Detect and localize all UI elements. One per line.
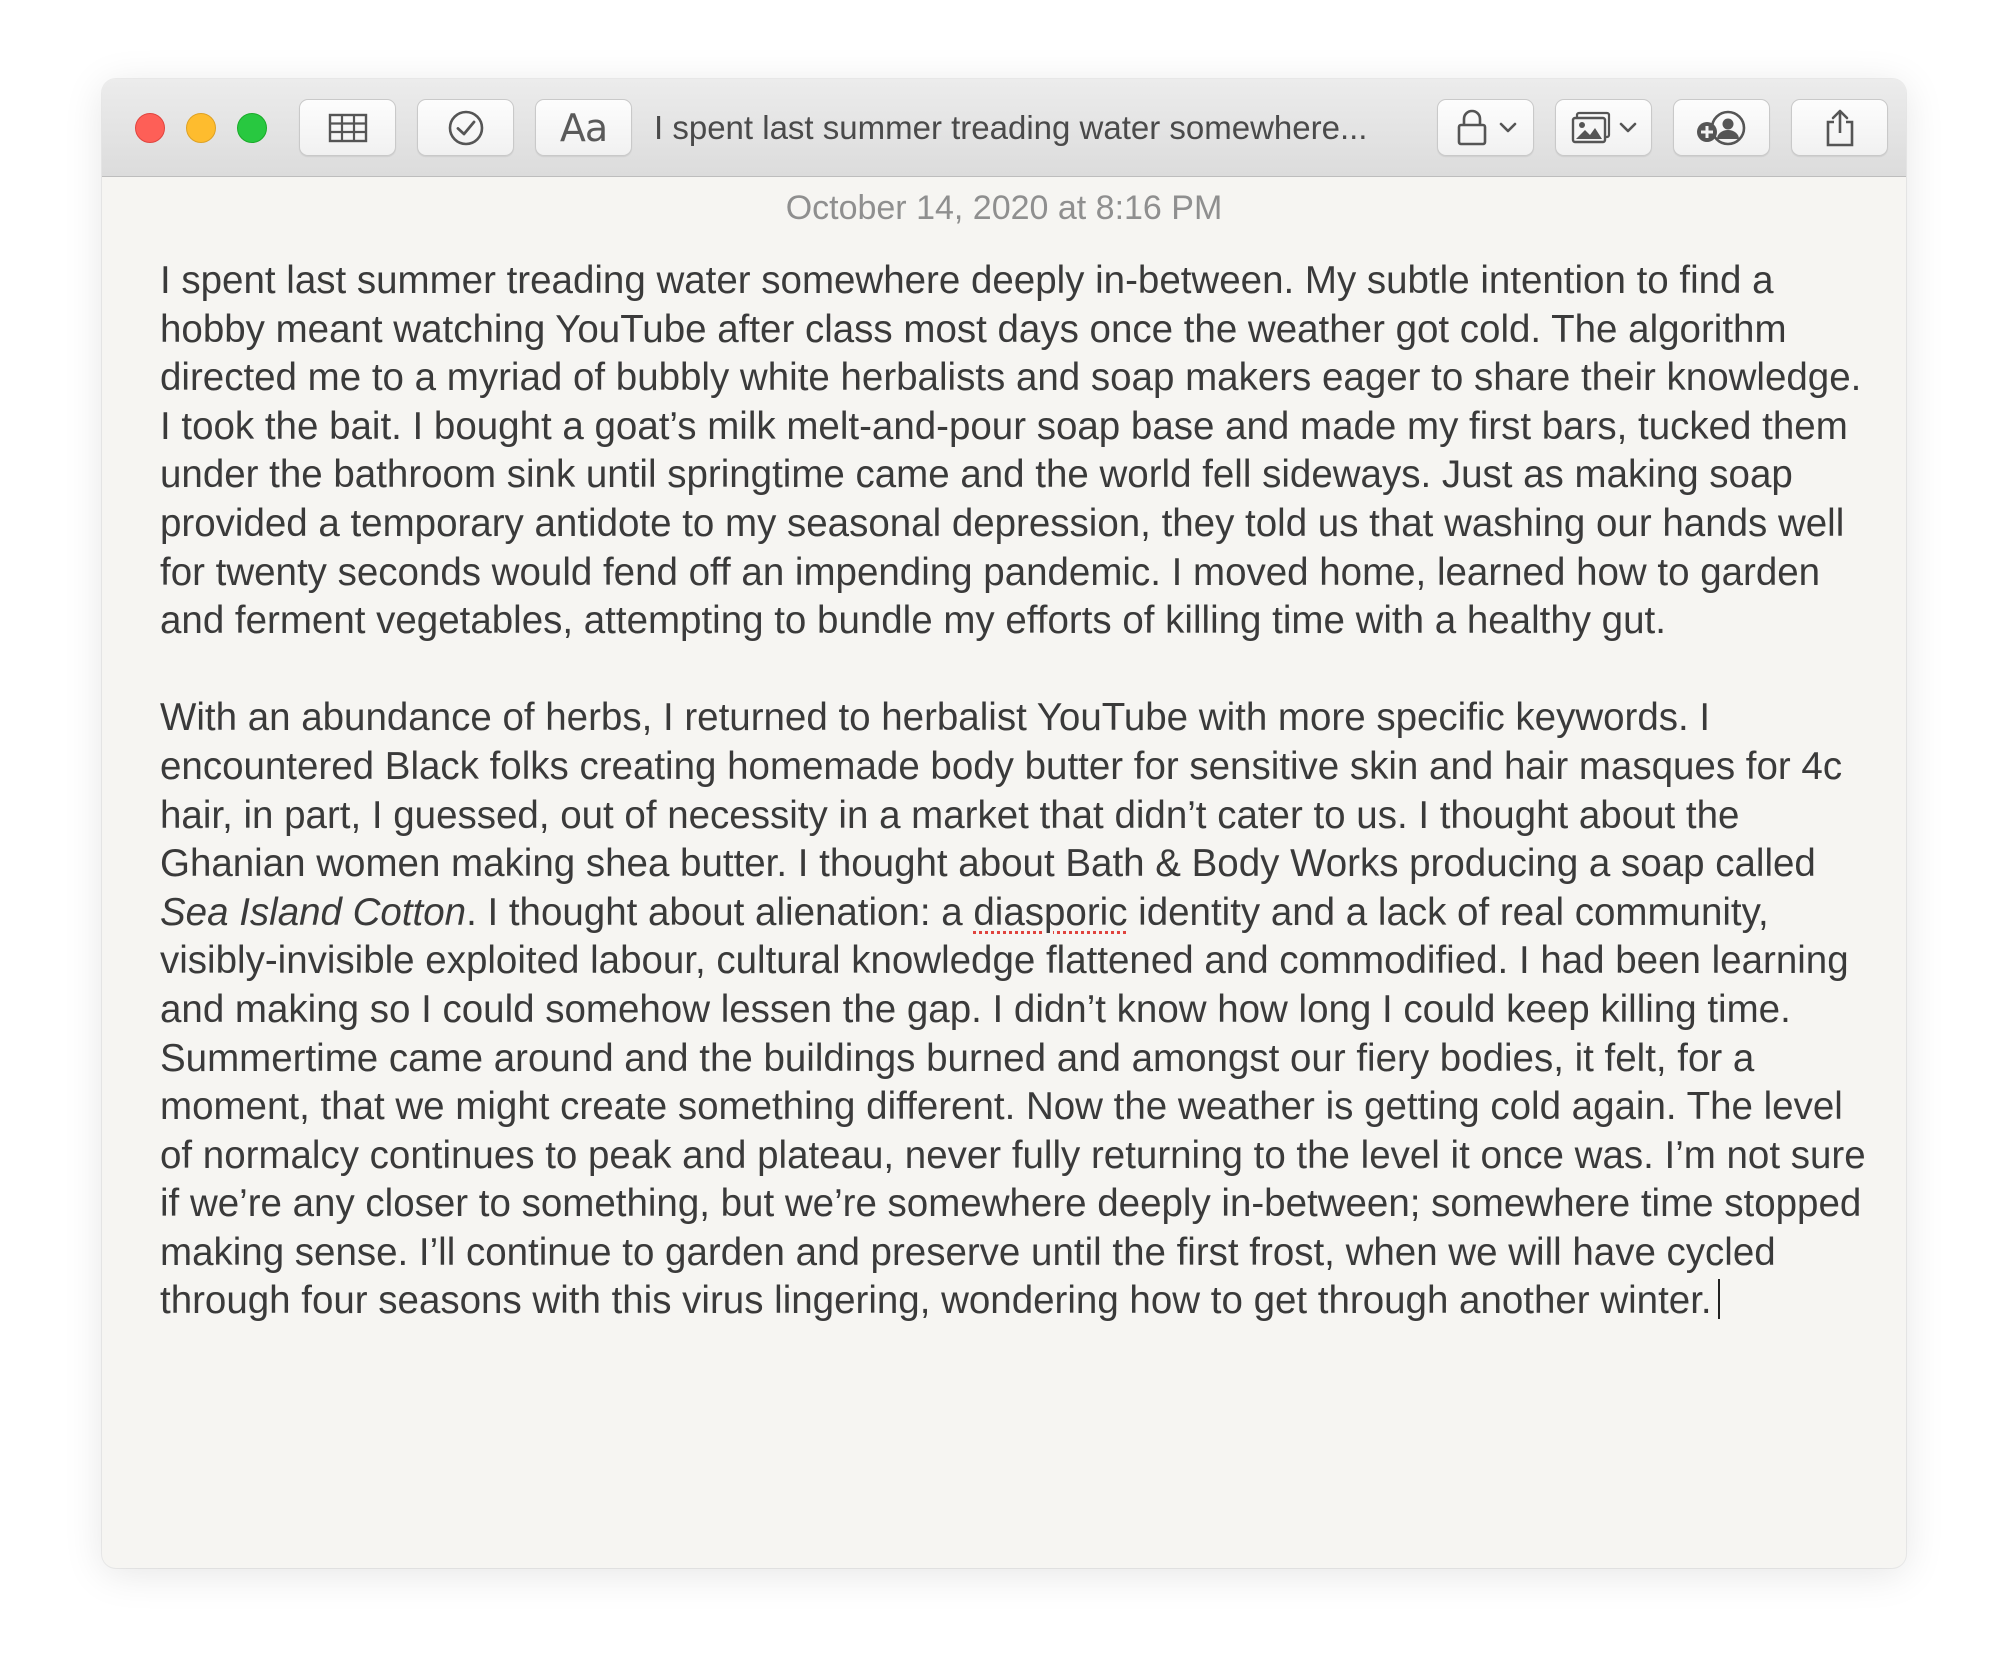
share-button[interactable] [1791,99,1888,156]
share-icon [1824,108,1856,148]
checklist-button[interactable] [417,99,514,156]
chevron-down-icon [1619,122,1637,134]
window-title: I spent last summer treading water somewhere... [654,109,1368,146]
format-label: Aa [559,105,608,150]
add-people-button[interactable] [1673,99,1770,156]
note-paragraph-1: I spent last summer treading water somewhere deeply in-between. My subtle intention to find a hobby meant watching YouTube after class most days once the weather got cold. The algorithm directed me to a myriad of bubbly white herbalists and soap makers eager to share their knowledge. I took the bait. I bought a goat’s milk melt-and-pour soap base and made my first bars, tucked them under the bathroom sink until springtime came and the world fell sideways. Just as making soap provided a temporary antidote to my seasonal depression, they told us that washing our hands well for twenty seconds would fend off an impending pandemic. I moved home, learned how to garden and ferment vegetables, attempting to bundle my efforts of killing time with a healthy gut. [160,259,1862,643]
photo-icon [1571,111,1611,145]
add-media-button[interactable] [1555,99,1652,156]
misspelled-word[interactable]: diasporic [973,890,1128,934]
table-button[interactable] [299,99,396,156]
paragraph-text: identity and a lack of real community, visibly-invisible exploited labour, cultural knowledge flattened and commodified. I had been learning and making so I could somehow lessen the gap. I didn’t know how long I could keep killing time. Summertime came around and the buildings burned and amongst our fiery bodies, it felt, for a moment, that we might create something different. Now the weather is getting cold again. The level of normalcy continues to peak and plateau, never fully returning to the level it once was. I’m not sure if we’re any closer to something, but we’re somewhere deeply in-between; somewhere time stopped making sense. I’ll continue to garden and preserve until the first frost, when we will have cycled through four seasons with this virus lingering, wondering how to get through another winter. [160,890,1866,1323]
add-people-icon [1696,110,1748,146]
close-window-button[interactable] [135,113,165,143]
note-date: October 14, 2020 at 8:16 PM [785,189,1223,227]
checklist-icon [447,109,485,147]
lock-note-button[interactable] [1437,99,1534,156]
chevron-down-icon [1499,122,1517,134]
note-body-editor[interactable] [160,257,1880,1326]
note-paragraph-2 [160,694,1880,1326]
title-bar [102,79,1906,177]
minimize-window-button[interactable] [186,113,216,143]
text-cursor [1718,1279,1720,1319]
notes-window [102,79,1906,1568]
paragraph-text: With an abundance of herbs, I returned to herbalist YouTube with more specific keywords. I encountered Black folks creating homemade body butter for sensitive skin and hair masques for 4c hair, in part, I guessed, out of necessity in a market that didn’t cater to us. I thought about the Ghanian women making shea butter. I thought about Bath & Body Works producing a soap called [160,696,1843,886]
zoom-window-button[interactable] [237,113,267,143]
lock-icon [1455,109,1489,147]
table-icon [328,113,368,143]
format-button[interactable] [535,99,632,156]
paragraph-text: . I thought about alienation: a [466,890,974,934]
italic-title-text: Sea Island Cotton [160,890,467,934]
